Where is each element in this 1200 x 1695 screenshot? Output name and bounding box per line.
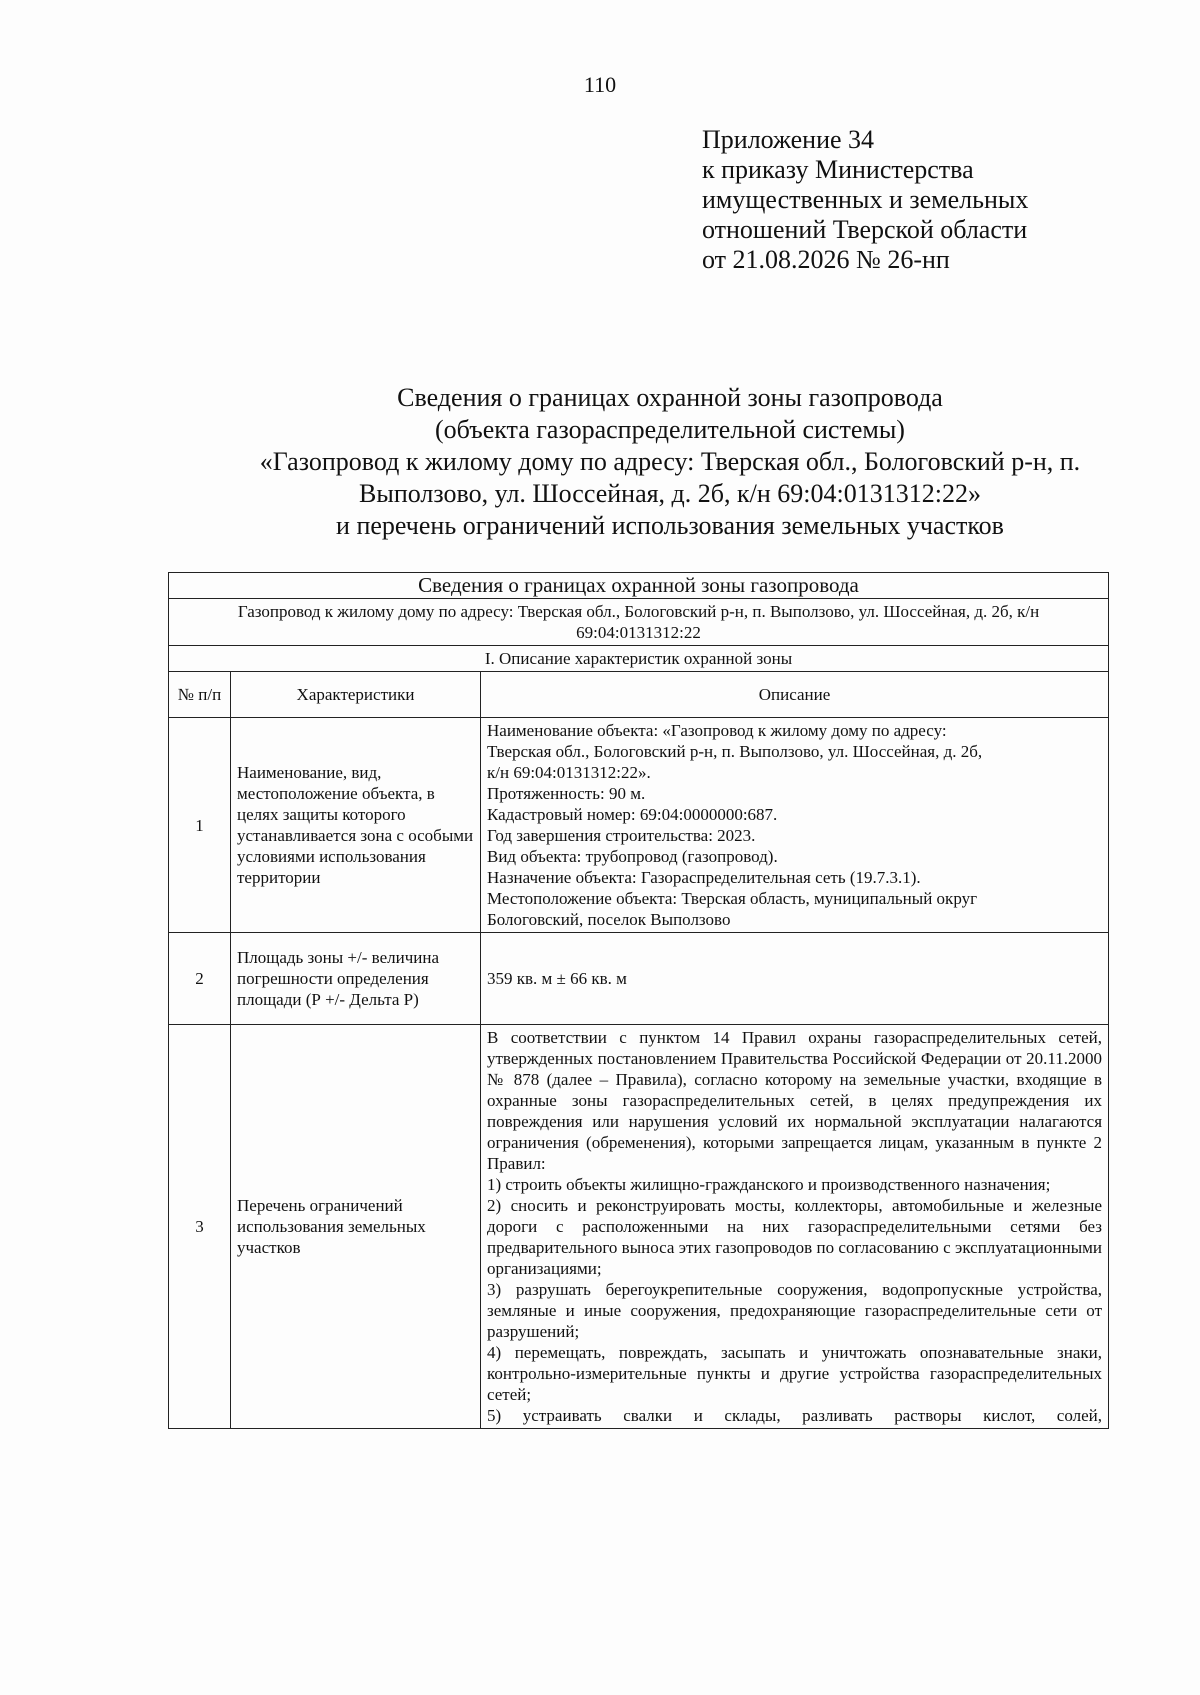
- description-line: Год завершения строительства: 2023.: [487, 826, 756, 845]
- description-line: Протяженность: 90 м.: [487, 784, 646, 803]
- row-characteristic: Площадь зоны +/- величина погрешности определения площади (Р +/- Дельта Р): [231, 933, 481, 1025]
- appendix-block: [702, 125, 1028, 275]
- restriction-paragraph: 4) перемещать, повреждать, засыпать и уничтожать опознавательные знаки, контрольно-измерительные пункты и другие устройства газораспределительных сетей;: [487, 1343, 1103, 1404]
- restriction-paragraph: 2) сносить и реконструировать мосты, коллекторы, автомобильные и железные дороги с расположенными на них газораспределительными сетями без предварительного выноса этих газопроводов по согласованию с эксплуатационными организациями;: [487, 1196, 1103, 1278]
- table-header-row: [169, 573, 1109, 599]
- appendix-line: от 21.08.2026 № 26-нп: [702, 245, 950, 274]
- section-row: [169, 646, 1109, 672]
- row-characteristic: Перечень ограничений использования земельных участков: [231, 1025, 481, 1429]
- zone-table: [168, 572, 1109, 1429]
- table-row: [169, 933, 1109, 1025]
- restriction-paragraph: В соответствии с пунктом 14 Правил охраны газораспределительных сетей, утвержденных постановлением Правительства Российской Федерации от 20.11.2000 № 878 (далее – Правила), согласно которому на земельные участки, входящие в охранные зоны газораспределительных сетей, в целях предупреждения их повреждения или нарушения условий их нормальной эксплуатации налагаются ограничения (обременения), которыми запрещается лицам, указанным в пункте 2 Правил:: [487, 1028, 1103, 1173]
- table-header: Сведения о границах охранной зоны газопровода: [169, 573, 1109, 599]
- title-line: Выползово, ул. Шоссейная, д. 2б, к/н 69:04:0131312:22»: [359, 479, 981, 508]
- column-header-characteristics: Характеристики: [231, 672, 481, 718]
- row-number: 1: [169, 718, 231, 933]
- description-line: Назначение объекта: Газораспределительная сеть (19.7.3.1).: [487, 868, 921, 887]
- description-line: Вид объекта: трубопровод (газопровод).: [487, 847, 778, 866]
- row-number: 3: [169, 1025, 231, 1429]
- title-line: Сведения о границах охранной зоны газопровода: [397, 383, 943, 412]
- description-line: Тверская обл., Бологовский р-н, п. Выползово, ул. Шоссейная, д. 2б,: [487, 742, 983, 761]
- row-characteristic: Наименование, вид, местоположение объекта, в целях защиты которого устанавливается зона с особыми условиями использования территории: [231, 718, 481, 933]
- appendix-line: к приказу Министерства: [702, 155, 974, 184]
- appendix-line: Приложение 34: [702, 125, 875, 154]
- object-name: Газопровод к жилому дому по адресу: Тверская обл., Бологовский р-н, п. Выползово, ул. Шоссейная, д. 2б, к/н 69:04:0131312:22: [169, 599, 1109, 646]
- column-header-num: № п/п: [169, 672, 231, 718]
- description-line: Бологовский, поселок Выползово: [487, 910, 731, 929]
- description-line: Кадастровый номер: 69:04:0000000:687.: [487, 805, 778, 824]
- restriction-paragraph: 5) устраивать свалки и склады, разливать растворы кислот, солей,: [487, 1406, 1103, 1425]
- row-description: [481, 718, 1109, 933]
- table-row: [169, 718, 1109, 933]
- section-title: I. Описание характеристик охранной зоны: [169, 646, 1109, 672]
- table-row: [169, 1025, 1109, 1429]
- title-line: «Газопровод к жилому дому по адресу: Тверская обл., Бологовский р-н, п.: [259, 447, 1081, 476]
- row-description: [481, 1025, 1109, 1429]
- row-number: 2: [169, 933, 231, 1025]
- row-description: 359 кв. м ± 66 кв. м: [481, 933, 1109, 1025]
- restriction-paragraph: 3) разрушать берегоукрепительные сооружения, водопропускные устройства, земляные и иные сооружения, предохраняющие газораспределительные сети от разрушений;: [487, 1280, 1103, 1341]
- column-header-description: Описание: [481, 672, 1109, 718]
- page-number: 110: [583, 72, 617, 97]
- description-line: Местоположение объекта: Тверская область, муниципальный округ: [487, 889, 978, 908]
- object-name-row: [169, 599, 1109, 646]
- appendix-line: отношений Тверской области: [702, 215, 1028, 244]
- title-line: и перечень ограничений использования земельных участков: [336, 511, 1004, 540]
- description-line: Наименование объекта: «Газопровод к жилому дому по адресу:: [487, 721, 947, 740]
- description-line: к/н 69:04:0131312:22».: [487, 763, 651, 782]
- restriction-paragraph: 1) строить объекты жилищно-гражданского и производственного назначения;: [487, 1175, 1051, 1194]
- title-line: (объекта газораспределительной системы): [435, 415, 905, 444]
- column-header-row: [169, 672, 1109, 718]
- appendix-line: имущественных и земельных: [702, 185, 1029, 214]
- document-title: [140, 382, 1200, 542]
